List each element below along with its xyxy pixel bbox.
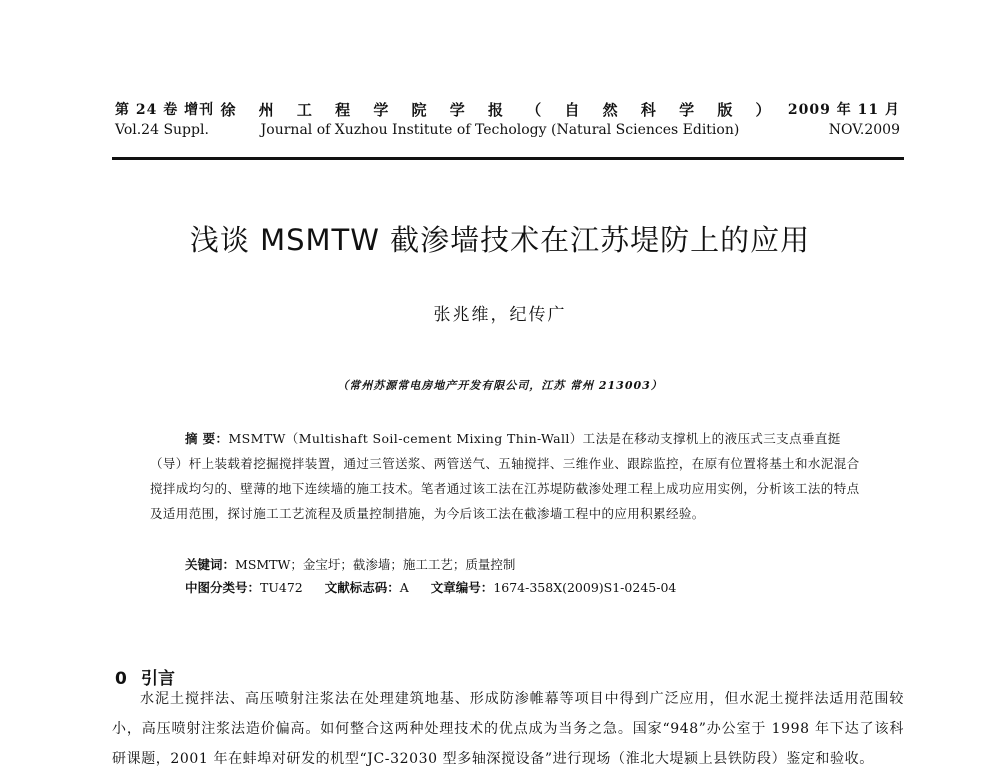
journal-date xyxy=(788,100,900,140)
keywords-text: MSMTW；金宝圩；截渗墙；施工工艺；质量控制 xyxy=(235,557,516,572)
date-cn: 2009 年 11 月 xyxy=(787,102,900,118)
classification xyxy=(185,577,676,599)
doc-code-label: 文献标志码： xyxy=(324,580,400,595)
journal-name-en: Journal of Xuzhou Institute of Techology (Natural Sciences Edition) xyxy=(260,122,740,138)
abstract-text: MSMTW（Multishaft Soil-cement Mixing Thin-Wall）工法是在移动支撑机上的液压式三支点垂直挺（导）杆上装载着挖掘搅拌装置，通过三管送浆、两管送气、五轴搅拌、三维作业、跟踪监控，在原有位置将基土和水泥混合搅拌成均匀的、壁薄的地下连续墙的施工技术。笔者通过该工法在江苏堤防截渗处理工程上成功应用实例，分析该工法的特点及适用范围，探讨施工工艺流程及质量控制措施，为今后该工法在截渗墙工程中的应用积累经验。 xyxy=(150,431,860,521)
keywords xyxy=(185,554,515,576)
journal-name-cn: 徐 州 工 程 学 院 学 报 （ 自 然 科 学 版 ） xyxy=(220,101,780,119)
abstract xyxy=(150,426,870,526)
paper-title: 浅谈 MSMTW 截渗墙技术在江苏堤防上的应用 xyxy=(189,223,811,257)
date-en: NOV.2009 xyxy=(828,122,900,138)
clc-label: 中图分类号： xyxy=(185,580,261,595)
doc-code-value: A xyxy=(399,580,409,595)
volume-cn: 第 24 卷 增刊 xyxy=(115,102,215,118)
affiliation: （常州苏源常电房地产开发有限公司，江苏 常州 213003） xyxy=(337,379,663,392)
authors: 张兆维，纪传广 xyxy=(433,305,567,325)
clc-value: TU472 xyxy=(260,580,303,595)
article-no-value: 1674-358X(2009)S1-0245-04 xyxy=(493,580,677,595)
volume-en: Vol.24 Suppl. xyxy=(115,122,209,138)
header-rule xyxy=(112,157,904,160)
abstract-label: 摘 要： xyxy=(185,431,229,446)
article-no-label: 文章编号： xyxy=(430,580,494,595)
body-paragraph: 水泥土搅拌法、高压喷射注浆法在处理建筑地基、形成防渗帷幕等项目中得到广泛应用，但水泥土搅拌法适用范围较小，高压喷射注浆法造价偏高。如何整合这两种处理技术的优点成为当务之急。国家“948”办公室于 1998 年下达了该科研课题，2001 年在蚌埠对研发的机型“JC-32030 型多轴深搅设备”进行现场（淮北大堤颍上县铁防段）鉴定和验收。 xyxy=(112,691,904,767)
section-number: 0 xyxy=(115,669,127,689)
keywords-label: 关键词： xyxy=(185,557,236,572)
section-title: 引言 xyxy=(141,669,175,689)
